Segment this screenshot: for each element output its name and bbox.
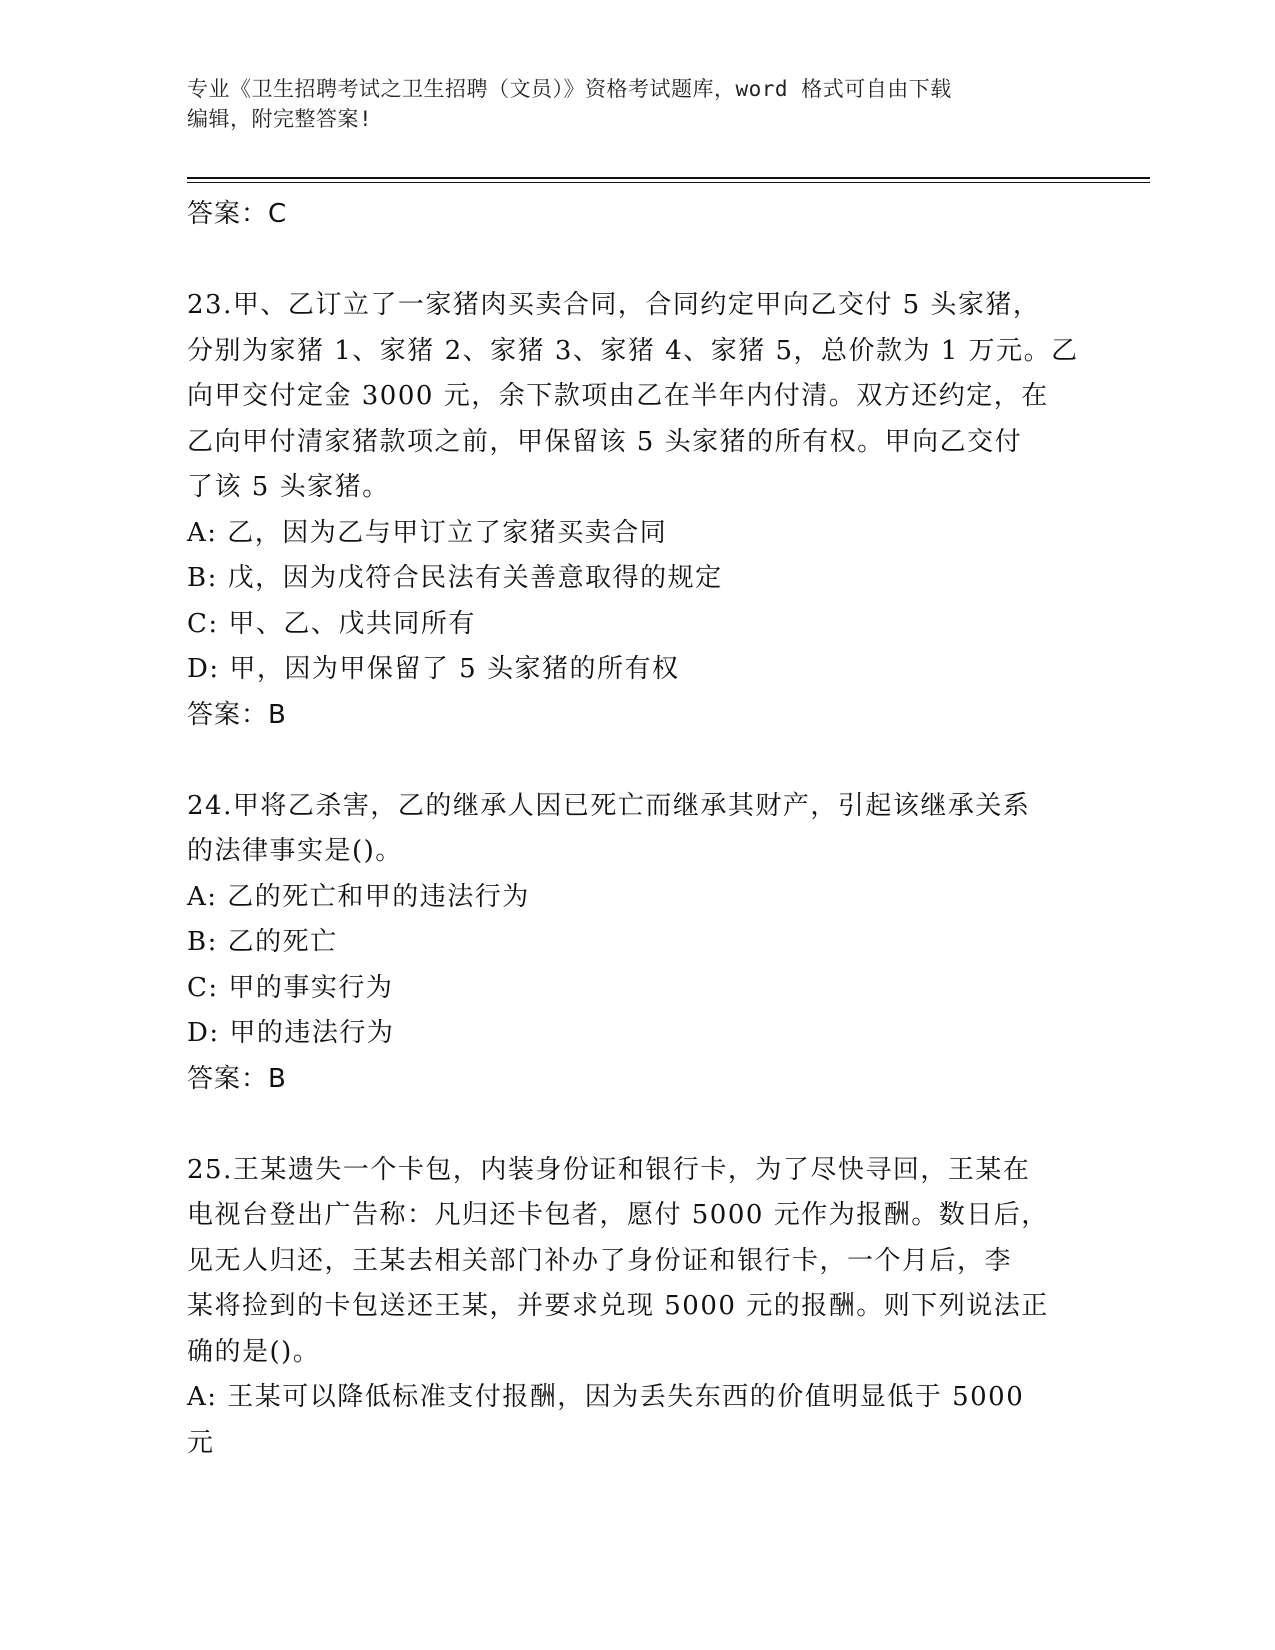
answer-line: 答案：B	[187, 699, 287, 730]
question-23	[187, 283, 1087, 738]
answer-line: 答案：C	[187, 199, 288, 229]
page-header	[187, 74, 1087, 134]
spacer	[187, 738, 1087, 784]
question-stem-line: 见无人归还，王某去相关部门补办了身份证和银行卡，一个月后，李	[187, 1245, 1013, 1276]
question-stem-line: 了该 5 头家猪。	[187, 472, 390, 502]
question-24	[187, 784, 1087, 1103]
question-stem-line: 确的是()。	[187, 1336, 321, 1367]
question-stem-line	[187, 1148, 1087, 1194]
question-stem-line: 分别为家猪 1、家猪 2、家猪 3、家猪 4、家猪 5，总价款为 1 万元。乙	[187, 335, 1079, 366]
question-content	[187, 192, 1087, 1466]
question-stem-line	[187, 784, 1087, 830]
option-a-continued: 元	[187, 1427, 215, 1458]
option-b: B: 乙的死亡	[187, 927, 338, 957]
option-b: B: 戊，因为戊符合民法有关善意取得的规定	[187, 563, 723, 593]
header-line-1: 专业《卫生招聘考试之卫生招聘（文员）》资格考试题库，word 格式可自由下载	[187, 77, 952, 101]
question-number: 24.	[187, 790, 233, 821]
option-d: D: 甲，因为甲保留了 5 头家猪的所有权	[187, 654, 680, 684]
option-d: D: 甲的违法行为	[187, 1018, 395, 1048]
header-line-2: 编辑，附完整答案!	[187, 107, 373, 131]
question-stem-line: 的法律事实是()。	[187, 836, 403, 866]
spacer	[187, 238, 1087, 284]
option-a: A: 乙，因为乙与甲订立了家猪买卖合同	[187, 517, 668, 548]
option-a: A: 王某可以降低标准支付报酬，因为丢失东西的价值明显低于 5000	[187, 1382, 1025, 1412]
question-number: 25.	[187, 1154, 233, 1185]
header-rule-thin	[187, 182, 1150, 183]
question-stem-line: 某将捡到的卡包送还王某，并要求兑现 5000 元的报酬。则下列说法正	[187, 1291, 1049, 1321]
question-stem-line: 乙向甲付清家猪款项之前，甲保留该 5 头家猪的所有权。甲向乙交付	[187, 426, 1023, 457]
question-stem-line	[187, 283, 1087, 329]
question-stem-line: 向甲交付定金 3000 元，余下款项由乙在半年内付清。双方还约定，在	[187, 381, 1049, 411]
option-a: A: 乙的死亡和甲的违法行为	[187, 881, 530, 912]
question-number: 23.	[187, 290, 233, 320]
option-c: C: 甲的事实行为	[187, 972, 394, 1003]
header-rule-thick	[187, 177, 1150, 179]
question-stem-text: 王某遗失一个卡包，内装身份证和银行卡，为了尽快寻回，王某在	[232, 1154, 1031, 1185]
question-stem-text: 甲、乙订立了一家猪肉买卖合同，合同约定甲向乙交付 5 头家猪，	[232, 290, 1041, 320]
option-c: C: 甲、乙、戊共同所有	[187, 608, 476, 639]
question-stem-text: 甲将乙杀害，乙的继承人因已死亡而继承其财产，引起该继承关系	[232, 790, 1031, 821]
spacer	[187, 1102, 1087, 1148]
question-stem-line: 电视台登出广告称：凡归还卡包者，愿付 5000 元作为报酬。数日后，	[187, 1200, 1049, 1230]
question-25	[187, 1148, 1087, 1467]
answer-line: 答案：B	[187, 1063, 287, 1094]
